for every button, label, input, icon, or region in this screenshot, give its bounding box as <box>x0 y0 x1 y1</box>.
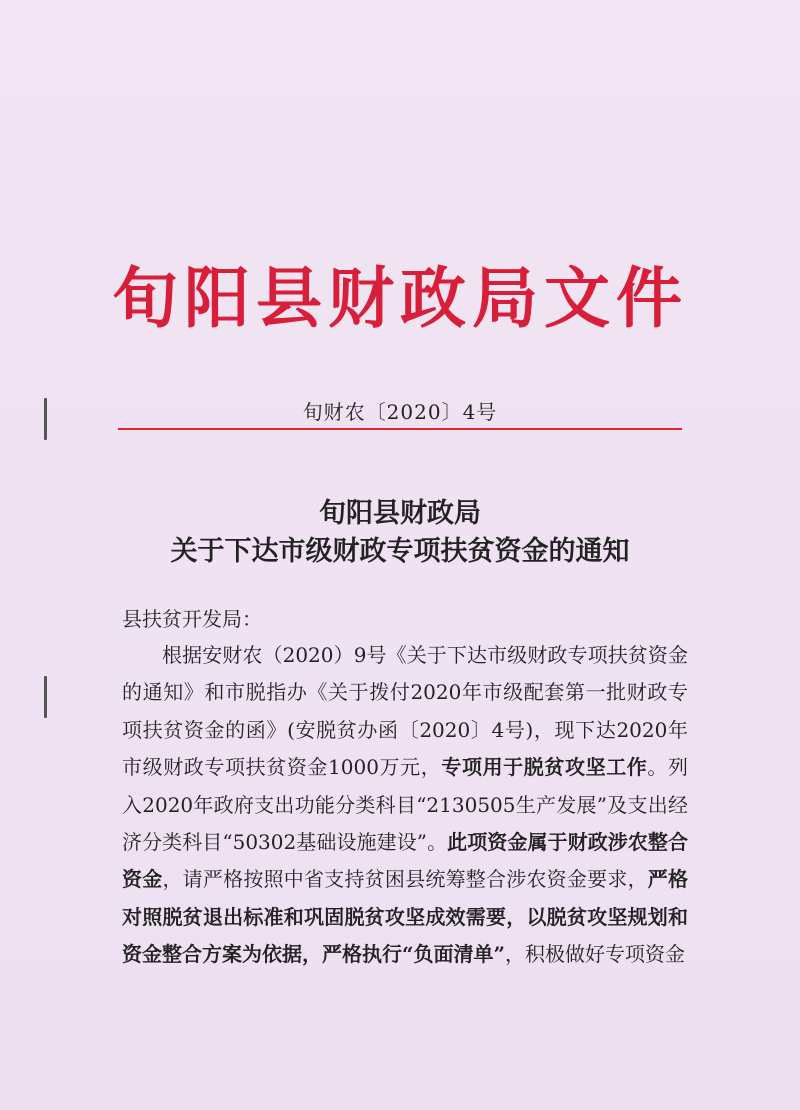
body-bold-segment: 此项资金属于财政涉农整合资金 <box>122 830 689 892</box>
body-text-segment: 根据安财农（2020）9号《关于下达市级财政专项扶贫资金的通知》和市脱指办《关于拨付2020年市级配套第一批财政专项扶贫资金的函》(安脱贫办函〔2020〕4号)，现下达2020年市级财政专项扶贫资金1000万元， <box>122 643 688 780</box>
body-text-segment: 。列入2020年政府支出功能分类科目“2130505生产发展”及支出经济分类科目“50302基础设施建设”。 <box>122 755 689 855</box>
recipient-line: 县扶贫开发局： <box>122 607 262 631</box>
issuer-title: 旬阳县财政局 <box>319 498 481 529</box>
staple-mark <box>44 676 47 718</box>
body-text-segment: ，积极做好专项资金 <box>505 942 686 967</box>
body-bold-segment: 严格对照脱贫退出标准和巩固脱贫攻坚成效需要，以脱贫攻坚规划和资金整合方案为依据，严格执行“负面清单” <box>122 867 689 967</box>
body-text-segment: ，请严格按照中省支持贫困县统筹整合涉农资金要求， <box>162 867 648 892</box>
body-paragraph <box>122 637 688 974</box>
body-bold-segment: 专项用于脱贫攻坚工作 <box>441 755 648 780</box>
org-file-title: 旬阳县财政局文件 <box>112 259 688 337</box>
document-number: 旬财农〔2020〕4号 <box>302 400 498 424</box>
red-divider-line <box>118 428 682 430</box>
subject-title: 关于下达市级财政专项扶贫资金的通知 <box>170 536 630 567</box>
